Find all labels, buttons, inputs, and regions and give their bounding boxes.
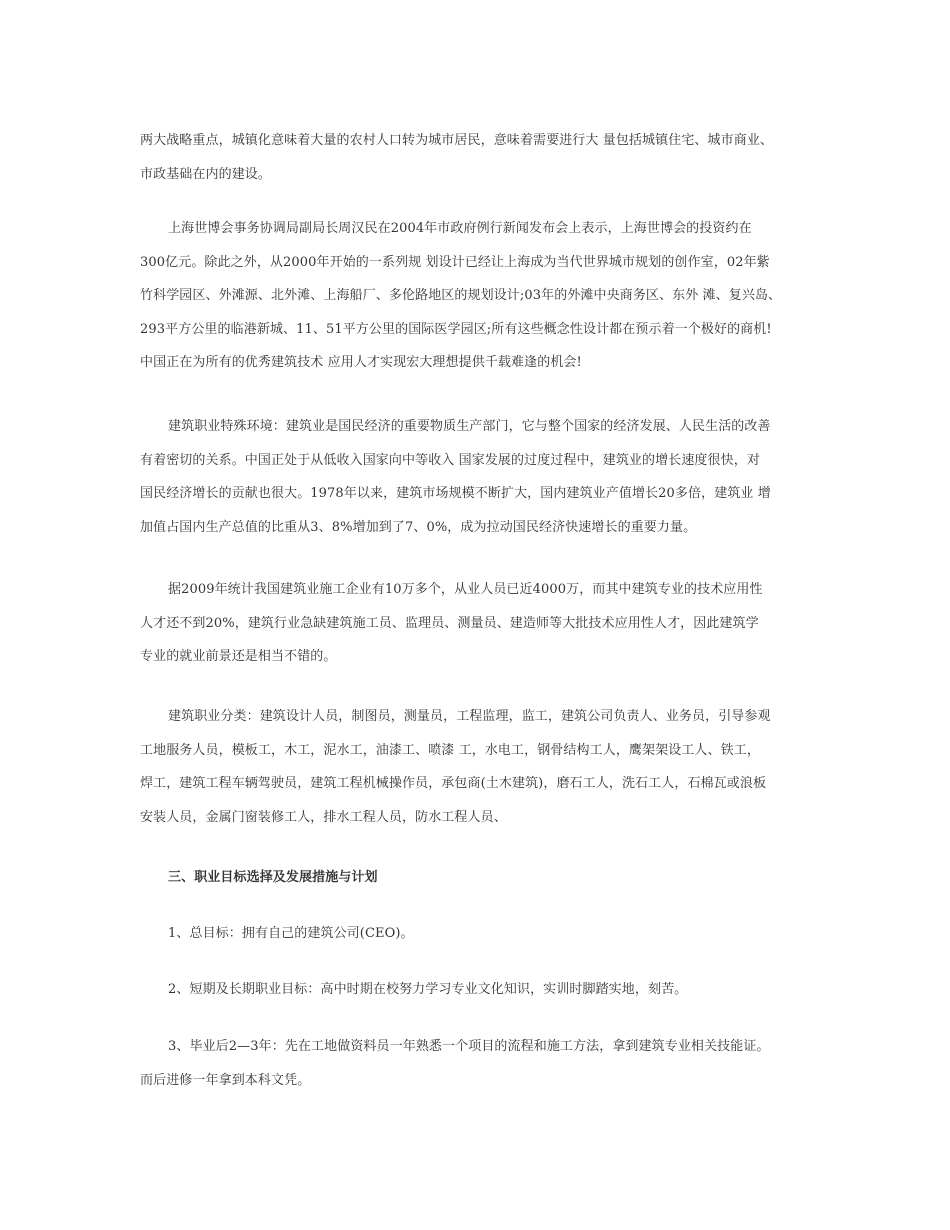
paragraph-statistics-2009 [140, 573, 820, 674]
paragraph-line: 国民经济增长的贡献也很大。1978年以来，建筑市场规模不断扩大，国内建筑业产值增长20多倍，建筑业 增 [140, 486, 771, 501]
paragraph-line: 加值占国内生产总值的比重从3、8%增加到了7、0%，成为拉动国民经济快速增长的重要力量。 [140, 519, 697, 535]
paragraph-line: 两大战略重点，城镇化意味着大量的农村人口转为城市居民，意味着需要进行大 量包括城镇住宅、城市商业、 [140, 133, 774, 148]
goal-line: 2、短期及长期职业目标：高中时期在校努力学习专业文化知识，实训时脚踏实地，刻苦。 [168, 982, 688, 997]
paragraph-line: 上海世博会事务协调局副局长周汉民在2004年市政府例行新闻发布会上表示，上海世博会的投资约在 [168, 221, 752, 236]
paragraph-line: 中国正在为所有的优秀建筑技术 应用人才实现宏大理想提供千载难逢的机会! [140, 355, 582, 370]
goal-line: 1、总目标：拥有自己的建筑公司(CEO)。 [168, 926, 414, 941]
paragraph-line: 人才还不到20%，建筑行业急缺建筑施工员、监理员、测量员、建造师等大批技术应用性人才，因此建筑学 [140, 615, 759, 631]
section-heading: 三、职业目标选择及发展措施与计划 [168, 870, 378, 885]
paragraph-line: 市政基础在内的建设。 [140, 166, 272, 182]
paragraph-line: 据2009年统计我国建筑业施工企业有10万多个，从业人员已近4000万，而其中建筑专业的技术应用性 [168, 582, 763, 597]
paragraph-line: 焊工，建筑工程车辆驾驶员，建筑工程机械操作员，承包商(土木建筑)，磨石工人，洗石工人，石棉瓦或浪板 [140, 776, 767, 791]
paragraph-line: 竹科学园区、外滩源、北外滩、上海船厂、多伦路地区的规划设计;03年的外滩中央商务区、东外 滩、复兴岛、 [140, 288, 782, 303]
paragraph-line: 安装人员，金属门窗装修工人，排水工程人员，防水工程人员、 [140, 809, 507, 825]
goal-short-long-term [140, 973, 820, 1007]
goal-after-graduation [140, 1030, 820, 1097]
paragraph-line: 建筑职业特殊环境：建筑业是国民经济的重要物质生产部门，它与整个国家的经济发展、人民生活的改善 [168, 419, 771, 434]
goal-line: 3、毕业后2—3年：先在工地做资料员一年熟悉一个项目的流程和施工方法，拿到建筑专业相关技能证。 [168, 1039, 770, 1054]
paragraph-special-environment [140, 410, 820, 544]
paragraph-line: 建筑职业分类：建筑设计人员，制图员，测量员，工程监理，监工，建筑公司负责人、业务员，引导参观 [168, 709, 771, 724]
section-heading-block [140, 861, 820, 895]
goal-line: 而后进修一年拿到本科文凭。 [140, 1072, 311, 1088]
paragraph-line: 工地服务人员，模板工，木工，泥水工，油漆工、喷漆 工，水电工，钢骨结构工人，鹰架架设工人、铁工， [140, 742, 760, 758]
paragraph-urbanization [140, 124, 820, 191]
paragraph-line: 专业的就业前景还是相当不错的。 [140, 649, 337, 664]
paragraph-occupation-categories [140, 700, 820, 834]
paragraph-line: 有着密切的关系。中国正处于从低收入国家向中等收入 国家发展的过度过程中，建筑业的增长速度很快，对 [140, 452, 760, 468]
paragraph-line: 293平方公里的临港新城、11、51平方公里的国际医学园区;所有这些概念性设计都在预示着一个极好的商机! [140, 321, 772, 337]
paragraph-shanghai-expo [140, 212, 820, 380]
goal-overall [140, 917, 820, 951]
paragraph-line: 300亿元。除此之外，从2000年开始的一系列规 划设计已经让上海成为当代世界城市规划的创作室，02年紫 [140, 254, 770, 270]
